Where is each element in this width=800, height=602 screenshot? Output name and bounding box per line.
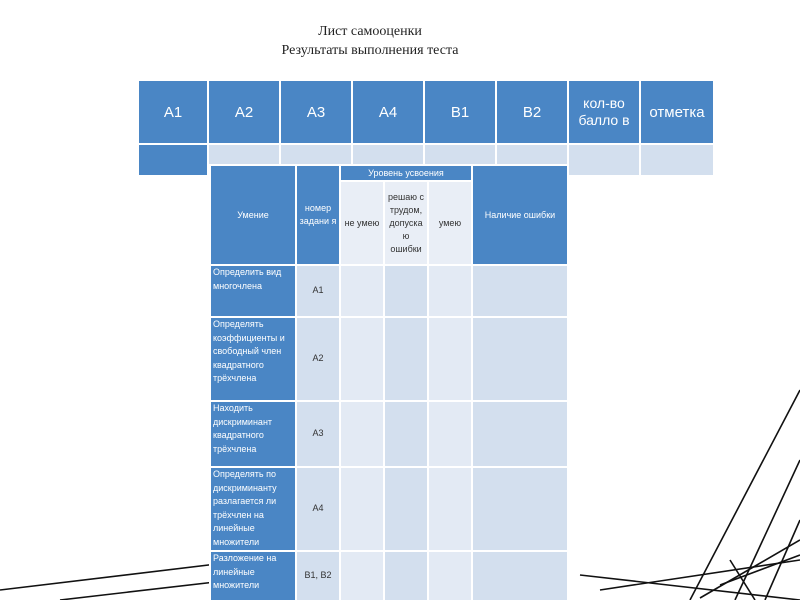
cell-cannot [340, 551, 384, 601]
cell-can [428, 265, 472, 317]
answer-cell-points [568, 144, 640, 176]
cell-with-difficulty [384, 317, 428, 401]
header-b1: В1 [424, 80, 496, 144]
cell-can [428, 401, 472, 467]
cell-cannot [340, 467, 384, 551]
header-a1: А1 [138, 80, 208, 144]
row-skill: Определять по дискриминанту разлагается ли трёхчлен на линейные множители [210, 467, 296, 551]
header-a3: А3 [280, 80, 352, 144]
row-task: А3 [296, 401, 340, 467]
row-task: В1, В2 [296, 551, 340, 601]
header-grade: отметка [640, 80, 714, 144]
table-row [210, 265, 568, 317]
row-task: А4 [296, 467, 340, 551]
subheader-cannot: не умею [340, 181, 384, 265]
header-skill: Умение [210, 165, 296, 265]
answers-table [137, 79, 715, 177]
answer-cell-a1 [138, 144, 208, 176]
table-row [210, 551, 568, 601]
row-task: А2 [296, 317, 340, 401]
cell-errors [472, 265, 568, 317]
header-mastery-level: Уровень усвоения [340, 165, 472, 181]
sheet-subtitle: Результаты выполнения теста [281, 43, 459, 58]
cell-with-difficulty [384, 551, 428, 601]
header-task-number: номер задани я [296, 165, 340, 265]
cell-cannot [340, 265, 384, 317]
cell-errors [472, 467, 568, 551]
cell-can [428, 467, 472, 551]
row-skill: Определить вид многочлена [210, 265, 296, 317]
row-skill: Разложение на линейные множители [210, 551, 296, 601]
table-row [210, 401, 568, 467]
header-a4: А4 [352, 80, 424, 144]
subheader-can: умею [428, 181, 472, 265]
table-row [210, 317, 568, 401]
sheet-title: Лист самооценки [318, 24, 422, 39]
answer-cell-grade [640, 144, 714, 176]
cell-with-difficulty [384, 265, 428, 317]
subheader-with-difficulty: решаю с трудом, допуска ю ошибки [384, 181, 428, 265]
cell-errors [472, 401, 568, 467]
cell-can [428, 317, 472, 401]
table-row [210, 467, 568, 551]
answers-header-row [138, 80, 714, 144]
cell-cannot [340, 317, 384, 401]
cell-with-difficulty [384, 401, 428, 467]
cell-errors [472, 551, 568, 601]
header-b2: В2 [496, 80, 568, 144]
header-a2: А2 [208, 80, 280, 144]
row-task: А1 [296, 265, 340, 317]
row-skill: Находить дискриминант квадратного трёхчлена [210, 401, 296, 467]
header-errors: Наличие ошибки [472, 165, 568, 265]
header-points-count: кол-во балло в [568, 80, 640, 144]
cell-with-difficulty [384, 467, 428, 551]
cell-can [428, 551, 472, 601]
self-assessment-table [209, 164, 569, 602]
cell-cannot [340, 401, 384, 467]
row-skill: Определять коэффициенты и свободный член квадратного трёхчлена [210, 317, 296, 401]
cell-errors [472, 317, 568, 401]
